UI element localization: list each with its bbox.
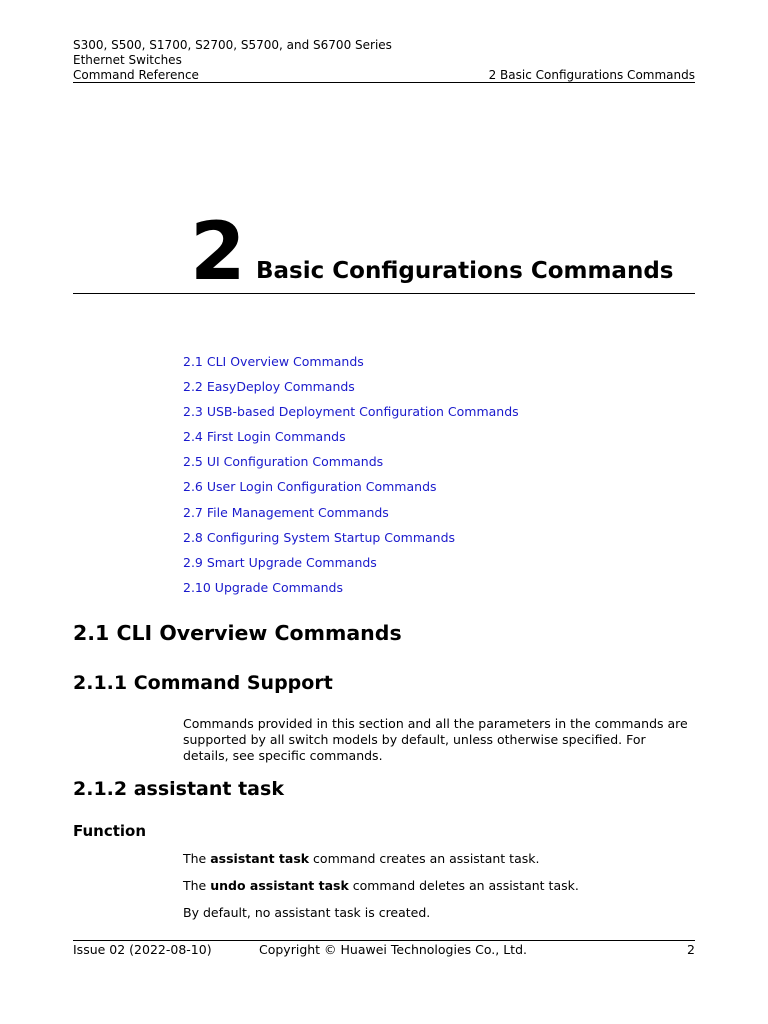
header-bottom-row	[73, 68, 695, 83]
footer-page-number: 2	[687, 942, 695, 957]
function-heading: Function	[73, 822, 147, 840]
chapter-divider	[73, 293, 695, 294]
toc-link-2-4[interactable]: 2.4 First Login Commands	[183, 429, 346, 445]
toc-link-2-1[interactable]: 2.1 CLI Overview Commands	[183, 354, 364, 369]
toc-link-2-9[interactable]: 2.9 Smart Upgrade Commands	[183, 554, 377, 570]
toc-item	[183, 352, 519, 377]
toc-item	[183, 528, 519, 553]
footer-copyright: Copyright © Huawei Technologies Co., Ltd.	[259, 942, 527, 957]
function-paragraph-delete	[183, 878, 579, 894]
toc-link-2-2[interactable]: 2.2 EasyDeploy Commands	[183, 379, 355, 395]
toc-item	[183, 377, 519, 402]
chapter-title: Basic Configurations Commands	[256, 258, 674, 284]
command-name: undo assistant task	[210, 878, 349, 893]
header-doc-title: Command Reference	[73, 68, 199, 82]
footer-issue: Issue 02 (2022-08-10)	[73, 942, 212, 957]
running-header	[73, 38, 695, 83]
chapter-toc	[183, 352, 519, 603]
toc-link-2-8[interactable]: 2.8 Configuring System Startup Commands	[183, 529, 456, 545]
section-heading-2-1: 2.1 CLI Overview Commands	[73, 621, 402, 645]
header-chapter-title: 2 Basic Configurations Commands	[488, 68, 695, 82]
toc-item	[183, 553, 519, 578]
section-heading-2-1-1: 2.1.1 Command Support	[73, 672, 333, 694]
footer-divider	[73, 940, 695, 941]
page-footer	[73, 942, 695, 958]
toc-item	[183, 578, 519, 603]
toc-item	[183, 452, 519, 477]
toc-item	[183, 427, 519, 452]
text-suffix: command deletes an assistant task.	[348, 878, 579, 893]
toc-item	[183, 503, 519, 528]
toc-item	[183, 402, 519, 427]
toc-item	[183, 477, 519, 502]
toc-link-2-10[interactable]: 2.10 Upgrade Commands	[183, 579, 343, 595]
header-product-type: Ethernet Switches	[73, 53, 182, 67]
section-heading-2-1-2: 2.1.2 assistant task	[73, 778, 284, 800]
chapter-number: 2	[190, 205, 246, 298]
header-product-line: S300, S500, S1700, S2700, S5700, and S6700 Series	[73, 38, 392, 52]
toc-link-2-3[interactable]: 2.3 USB-based Deployment Configuration Commands	[183, 404, 519, 420]
toc-link-2-7[interactable]: 2.7 File Management Commands	[183, 504, 389, 520]
text-suffix: command creates an assistant task.	[309, 851, 540, 866]
text-prefix: The	[183, 878, 211, 893]
toc-link-2-6[interactable]: 2.6 User Login Configuration Commands	[183, 479, 437, 495]
header-divider	[73, 82, 695, 83]
function-paragraph-create	[183, 851, 539, 867]
text-prefix: The	[183, 851, 211, 866]
function-paragraph-default: By default, no assistant task is created.	[183, 905, 431, 920]
toc-link-2-5[interactable]: 2.5 UI Configuration Commands	[183, 454, 384, 470]
command-name: assistant task	[210, 851, 310, 866]
command-support-paragraph: Commands provided in this section and all the parameters in the commands are supported by all switch models by default, unless otherwise specified. For details, see specific commands.	[183, 716, 688, 763]
